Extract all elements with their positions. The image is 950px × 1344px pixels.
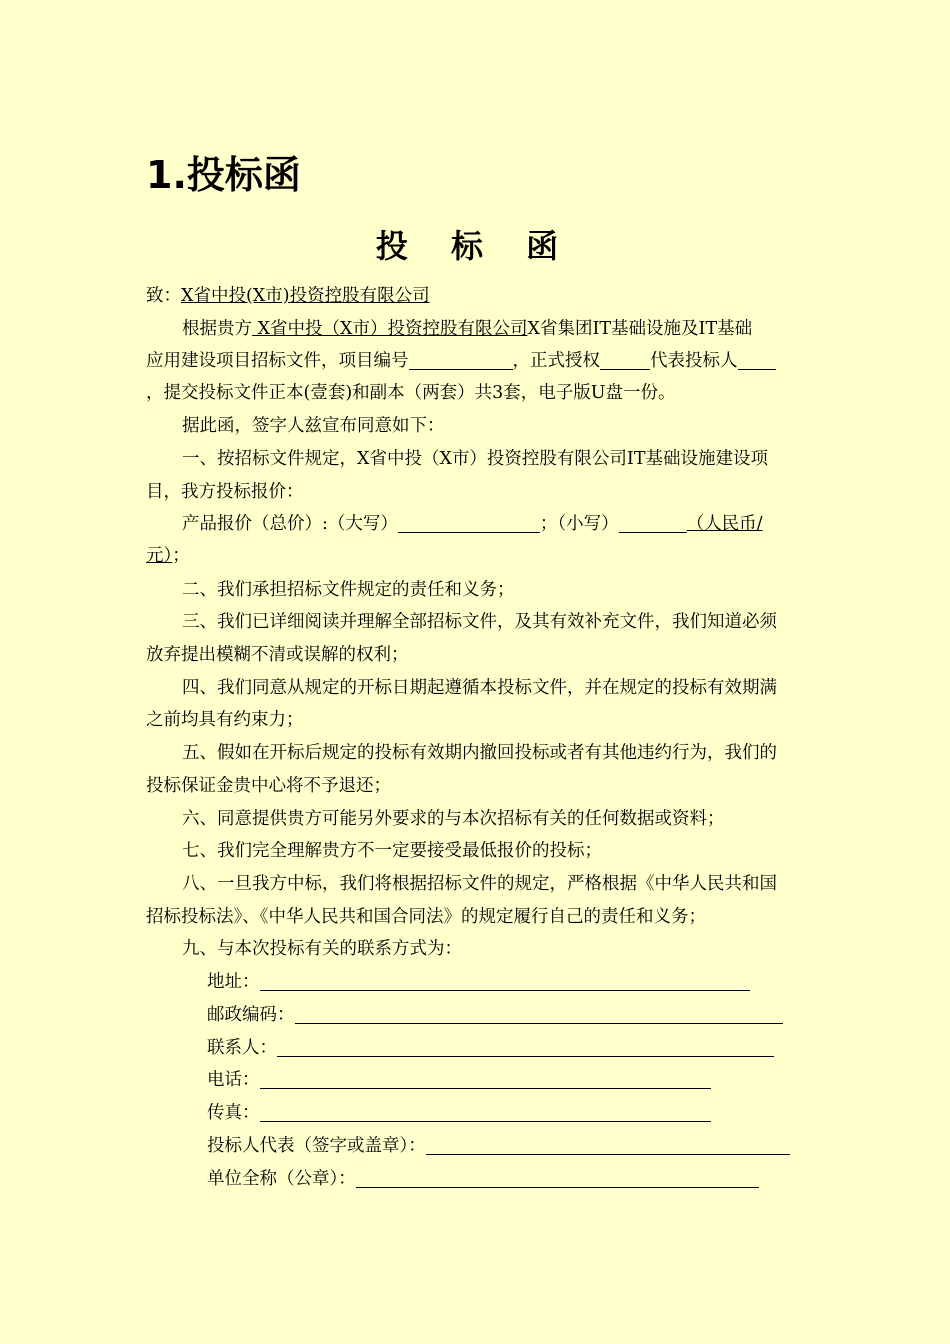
fax-blank[interactable] bbox=[260, 1101, 711, 1122]
p1-company: X省中投（X市）投资控股有限公司 bbox=[252, 319, 528, 339]
paragraph-1-line-3: ，提交投标文件正本(壹套)和副本（两套）共3套，电子版U盘一份。 bbox=[146, 383, 676, 403]
price-label-figures: ；（小写） bbox=[539, 514, 619, 534]
p1-text-e: 代表投标人 bbox=[650, 351, 738, 371]
postcode-label: 邮政编码： bbox=[207, 1005, 295, 1025]
postcode-blank[interactable] bbox=[295, 1003, 783, 1024]
fax-label: 传真： bbox=[207, 1103, 260, 1123]
item-9: 九、与本次投标有关的联系方式为： bbox=[182, 939, 462, 959]
addressee-company: X省中投(X市)投资控股有限公司 bbox=[181, 286, 430, 306]
price-end: ； bbox=[172, 546, 190, 566]
p1-text-c: 应用建设项目招标文件，项目编号 bbox=[146, 351, 409, 371]
phone-blank[interactable] bbox=[260, 1068, 711, 1089]
authorized-person-blank[interactable] bbox=[600, 349, 650, 370]
representative-label: 投标人代表（签字或盖章）： bbox=[207, 1136, 426, 1156]
project-number-blank[interactable] bbox=[409, 349, 513, 370]
phone-label: 电话： bbox=[207, 1070, 260, 1090]
postcode-field-row bbox=[207, 1000, 783, 1030]
p1-text-b: X省集团IT基础设施及IT基础 bbox=[527, 319, 753, 339]
address-blank[interactable] bbox=[260, 970, 750, 991]
paragraph-2: 据此函，签字人兹宣布同意如下： bbox=[182, 416, 445, 436]
item-6: 六、同意提供贵方可能另外要求的与本次招标有关的任何数据或资料； bbox=[182, 809, 725, 829]
p1-text-a: 根据贵方 bbox=[182, 319, 252, 339]
bidder-name-blank[interactable] bbox=[738, 349, 776, 370]
item-1-line-1: 一、按招标文件规定，X省中投（X市）投资控股有限公司IT基础设施建设项 bbox=[182, 449, 768, 469]
item-8-line-2: 招标投标法》、《中华人民共和国合同法》的规定履行自己的责任和义务； bbox=[146, 907, 706, 927]
contact-blank[interactable] bbox=[277, 1036, 774, 1057]
price-in-figures-blank[interactable] bbox=[619, 512, 687, 533]
item-3-line-1: 三、我们已详细阅读并理解全部招标文件，及其有效补充文件，我们知道必须 bbox=[182, 612, 777, 632]
addressee-prefix: 致： bbox=[146, 286, 181, 306]
price-in-words-blank[interactable] bbox=[398, 512, 540, 533]
price-line-2 bbox=[146, 541, 190, 571]
price-line bbox=[182, 509, 763, 539]
address-field-row bbox=[207, 967, 750, 997]
item-5-line-2: 投标保证金贵中心将不予退还； bbox=[146, 776, 391, 796]
price-unit-part-1: （人民币/ bbox=[686, 514, 763, 534]
document-title: 投 标 函 bbox=[375, 227, 575, 265]
section-heading: 1.投标函 bbox=[146, 153, 301, 197]
unit-name-label: 单位全称（公章）： bbox=[207, 1169, 356, 1189]
item-8-line-1: 八、一旦我方中标，我们将根据招标文件的规定，严格根据《中华人民共和国 bbox=[182, 874, 777, 894]
item-1-line-2: 目，我方投标报价： bbox=[146, 482, 304, 502]
phone-field-row bbox=[207, 1065, 711, 1095]
paragraph-1-line-2 bbox=[146, 346, 776, 376]
representative-signature-blank[interactable] bbox=[426, 1134, 790, 1155]
item-5-line-1: 五、假如在开标后规定的投标有效期内撤回投标或者有其他违约行为，我们的 bbox=[182, 743, 777, 763]
unit-name-blank[interactable] bbox=[356, 1167, 759, 1188]
price-label-words: 产品报价（总价）:（大写） bbox=[182, 514, 398, 534]
unit-name-field-row bbox=[207, 1164, 759, 1194]
addressee-line bbox=[146, 281, 430, 311]
item-7: 七、我们完全理解贵方不一定要接受最低报价的投标； bbox=[182, 841, 602, 861]
price-unit-part-2: 元） bbox=[146, 546, 173, 566]
p1-text-d: ，正式授权 bbox=[512, 351, 600, 371]
address-label: 地址： bbox=[207, 972, 260, 992]
item-4-line-1: 四、我们同意从规定的开标日期起遵循本投标文件，并在规定的投标有效期满 bbox=[182, 678, 777, 698]
item-3-line-2: 放弃提出模糊不清或误解的权利； bbox=[146, 645, 409, 665]
fax-field-row bbox=[207, 1098, 711, 1128]
paragraph-1-line-1 bbox=[182, 314, 752, 344]
item-2: 二、我们承担招标文件规定的责任和义务； bbox=[182, 580, 515, 600]
representative-field-row bbox=[207, 1131, 790, 1161]
contact-field-row bbox=[207, 1033, 774, 1063]
contact-label: 联系人： bbox=[207, 1038, 277, 1058]
item-4-line-2: 之前均具有约束力； bbox=[146, 710, 304, 730]
